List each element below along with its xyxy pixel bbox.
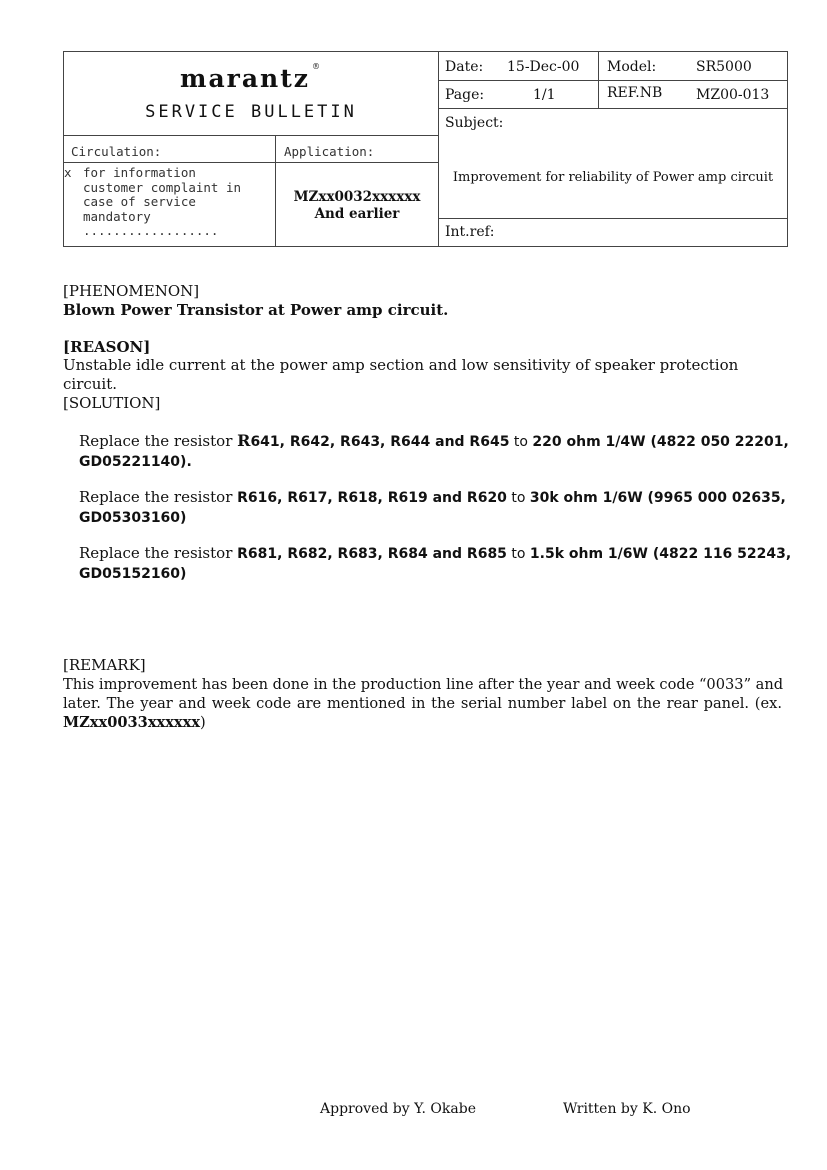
circulation-item: case of service (83, 194, 196, 209)
application-value (276, 189, 438, 223)
solution-heading: [SOLUTION] (63, 394, 161, 412)
phenomenon-heading: [PHENOMENON] (63, 282, 200, 300)
circulation-item: for information (83, 165, 196, 180)
solution-prefix: Replace the resistor (79, 488, 238, 506)
solution-item (79, 543, 792, 584)
divider (438, 108, 787, 109)
page-label: Page: (445, 87, 485, 103)
circulation-list (64, 166, 72, 181)
subject-value: Improvement for reliability of Power amp circuit (452, 170, 774, 185)
circulation-mark: x (64, 165, 72, 180)
remark-heading: [REMARK] (63, 656, 146, 674)
circulation-item: customer complaint in (83, 179, 242, 195)
doc-type: SERVICE BULLETIN (145, 102, 357, 122)
divider (438, 80, 787, 81)
resistor-value: 1.5k ohm 1/6W (4822 116 52243, (529, 546, 792, 562)
written-by: Written by K. Ono (563, 1101, 691, 1117)
reason-text: Unstable idle current at the power amp section and low sensitivity of speaker protection circuit. (63, 356, 739, 393)
reason-heading: [REASON] (63, 338, 151, 356)
refnb-value: MZ00-013 (696, 87, 770, 103)
circulation-item: .................. (83, 223, 219, 238)
subject-label: Subject: (445, 115, 504, 131)
approved-by: Approved by Y. Okabe (320, 1101, 476, 1117)
resistor-partno: GD05221140). (79, 454, 192, 470)
circulation-items (83, 166, 241, 239)
resistor-partno: GD05303160) (79, 510, 187, 526)
resistor-list: R616, R617, R618, R619 and R620 (237, 490, 507, 506)
remark-tail: ) (200, 714, 206, 731)
divider (64, 162, 438, 163)
circulation-item: mandatory (83, 208, 151, 224)
page-value: 1/1 (533, 87, 556, 103)
remark-line (63, 713, 782, 732)
model-value: SR5000 (696, 59, 752, 75)
divider (64, 135, 438, 136)
divider (438, 52, 439, 246)
solution-to: to (509, 434, 533, 450)
resistor-list: R681, R682, R683, R684 and R685 (237, 546, 507, 562)
solution-prefix: Replace the resistor (79, 432, 238, 450)
serial-example: MZxx0033xxxxxx (63, 714, 201, 731)
registered-mark: ® (311, 62, 322, 71)
resistor-value: 30k ohm 1/6W (9965 000 02635, (529, 490, 786, 506)
solution-to: to (506, 490, 530, 506)
resistor-list: 641, R642, R643, R644 and R645 (250, 434, 510, 450)
resistor-r: R (237, 431, 251, 450)
resistor-value: 220 ohm 1/4W (4822 050 22201, (532, 434, 789, 450)
solution-prefix: Replace the resistor (79, 544, 238, 562)
header-table (63, 51, 788, 247)
solution-item (79, 487, 786, 528)
brand-logo (64, 64, 438, 93)
solution-item (79, 431, 789, 472)
application-label: Application: (284, 144, 375, 159)
remark-line: later. The year and week code are mentioned in the serial number label on the rear panel. (ex. (63, 695, 782, 712)
phenomenon-text: Blown Power Transistor at Power amp circuit. (63, 301, 449, 319)
application-line: And earlier (314, 206, 400, 222)
circulation-label: Circulation: (71, 144, 162, 159)
remark-body (63, 675, 782, 732)
resistor-partno: GD05152160) (79, 566, 187, 582)
date-label: Date: (445, 59, 484, 75)
brand-name: marantz (180, 64, 310, 93)
date-value: 15-Dec-00 (507, 59, 580, 75)
solution-to: to (506, 546, 530, 562)
application-line: MZxx0032xxxxxx (293, 189, 421, 205)
model-label: Model: (607, 59, 657, 75)
remark-line: This improvement has been done in the production line after the year and week code “0033” and (63, 676, 784, 693)
divider (438, 218, 787, 219)
refnb-label: REF.NB (607, 85, 663, 101)
intref-label: Int.ref: (445, 224, 495, 240)
